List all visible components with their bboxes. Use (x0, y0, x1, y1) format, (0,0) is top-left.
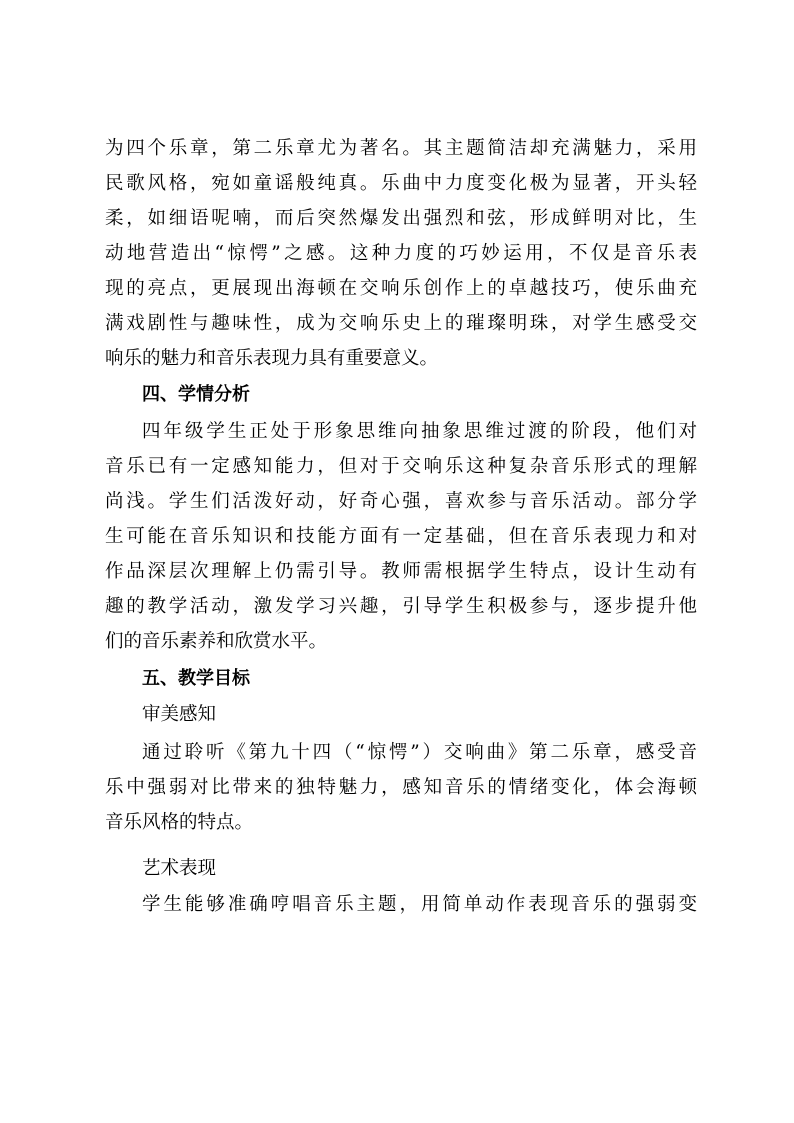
body-text-line: 音乐已有一定感知能力，但对于交响乐这种复杂音乐形式的理解 (105, 456, 697, 477)
body-text-line: 满戏剧性与趣味性，成为交响乐史上的璀璨明珠，对学生感受交 (105, 313, 697, 334)
body-text-line: 乐中强弱对比带来的独特魅力，感知音乐的情绪变化，体会海顿 (105, 777, 697, 798)
body-text-line: 生可能在音乐知识和技能方面有一定基础，但在音乐表现力和对 (105, 526, 697, 547)
body-text-line: 民歌风格，宛如童谣般纯真。乐曲中力度变化极为显著，开头轻 (105, 173, 697, 194)
body-text-line: 趣的教学活动，激发学习兴趣，引导学生积极参与，逐步提升他 (105, 596, 697, 617)
body-text-line: 现的亮点，更展现出海顿在交响乐创作上的卓越技巧，使乐曲充 (105, 278, 697, 299)
body-text-line: 尚浅。学生们活泼好动，好奇心强，喜欢参与音乐活动。部分学 (105, 491, 697, 512)
body-text-line: 通过聆听《第九十四（“惊愕”）交响曲》第二乐章，感受音 (142, 742, 697, 763)
body-text-line: 学生能够准确哼唱音乐主题，用简单动作表现音乐的强弱变 (142, 894, 697, 915)
subsection-title: 审美感知 (142, 704, 217, 725)
section-heading: 四、学情分析 (142, 384, 250, 405)
body-text-line: 音乐风格的特点。 (105, 812, 254, 833)
section-heading: 五、教学目标 (142, 668, 250, 689)
body-text-line: 作品深层次理解上仍需引导。教师需根据学生特点，设计生动有 (105, 561, 697, 582)
body-text-line: 动地营造出“惊愕”之感。这种力度的巧妙运用，不仅是音乐表 (105, 243, 697, 264)
subsection-title: 艺术表现 (142, 858, 217, 879)
body-text-line: 为四个乐章，第二乐章尤为著名。其主题简洁却充满魅力，采用 (105, 138, 697, 159)
body-text-line: 响乐的魅力和音乐表现力具有重要意义。 (105, 348, 439, 369)
body-text-line: 柔，如细语呢喃，而后突然爆发出强烈和弦，形成鲜明对比，生 (105, 208, 697, 229)
body-text-line: 们的音乐素养和欣赏水平。 (105, 631, 328, 652)
body-text-line: 四年级学生正处于形象思维向抽象思维过渡的阶段，他们对 (142, 421, 697, 442)
